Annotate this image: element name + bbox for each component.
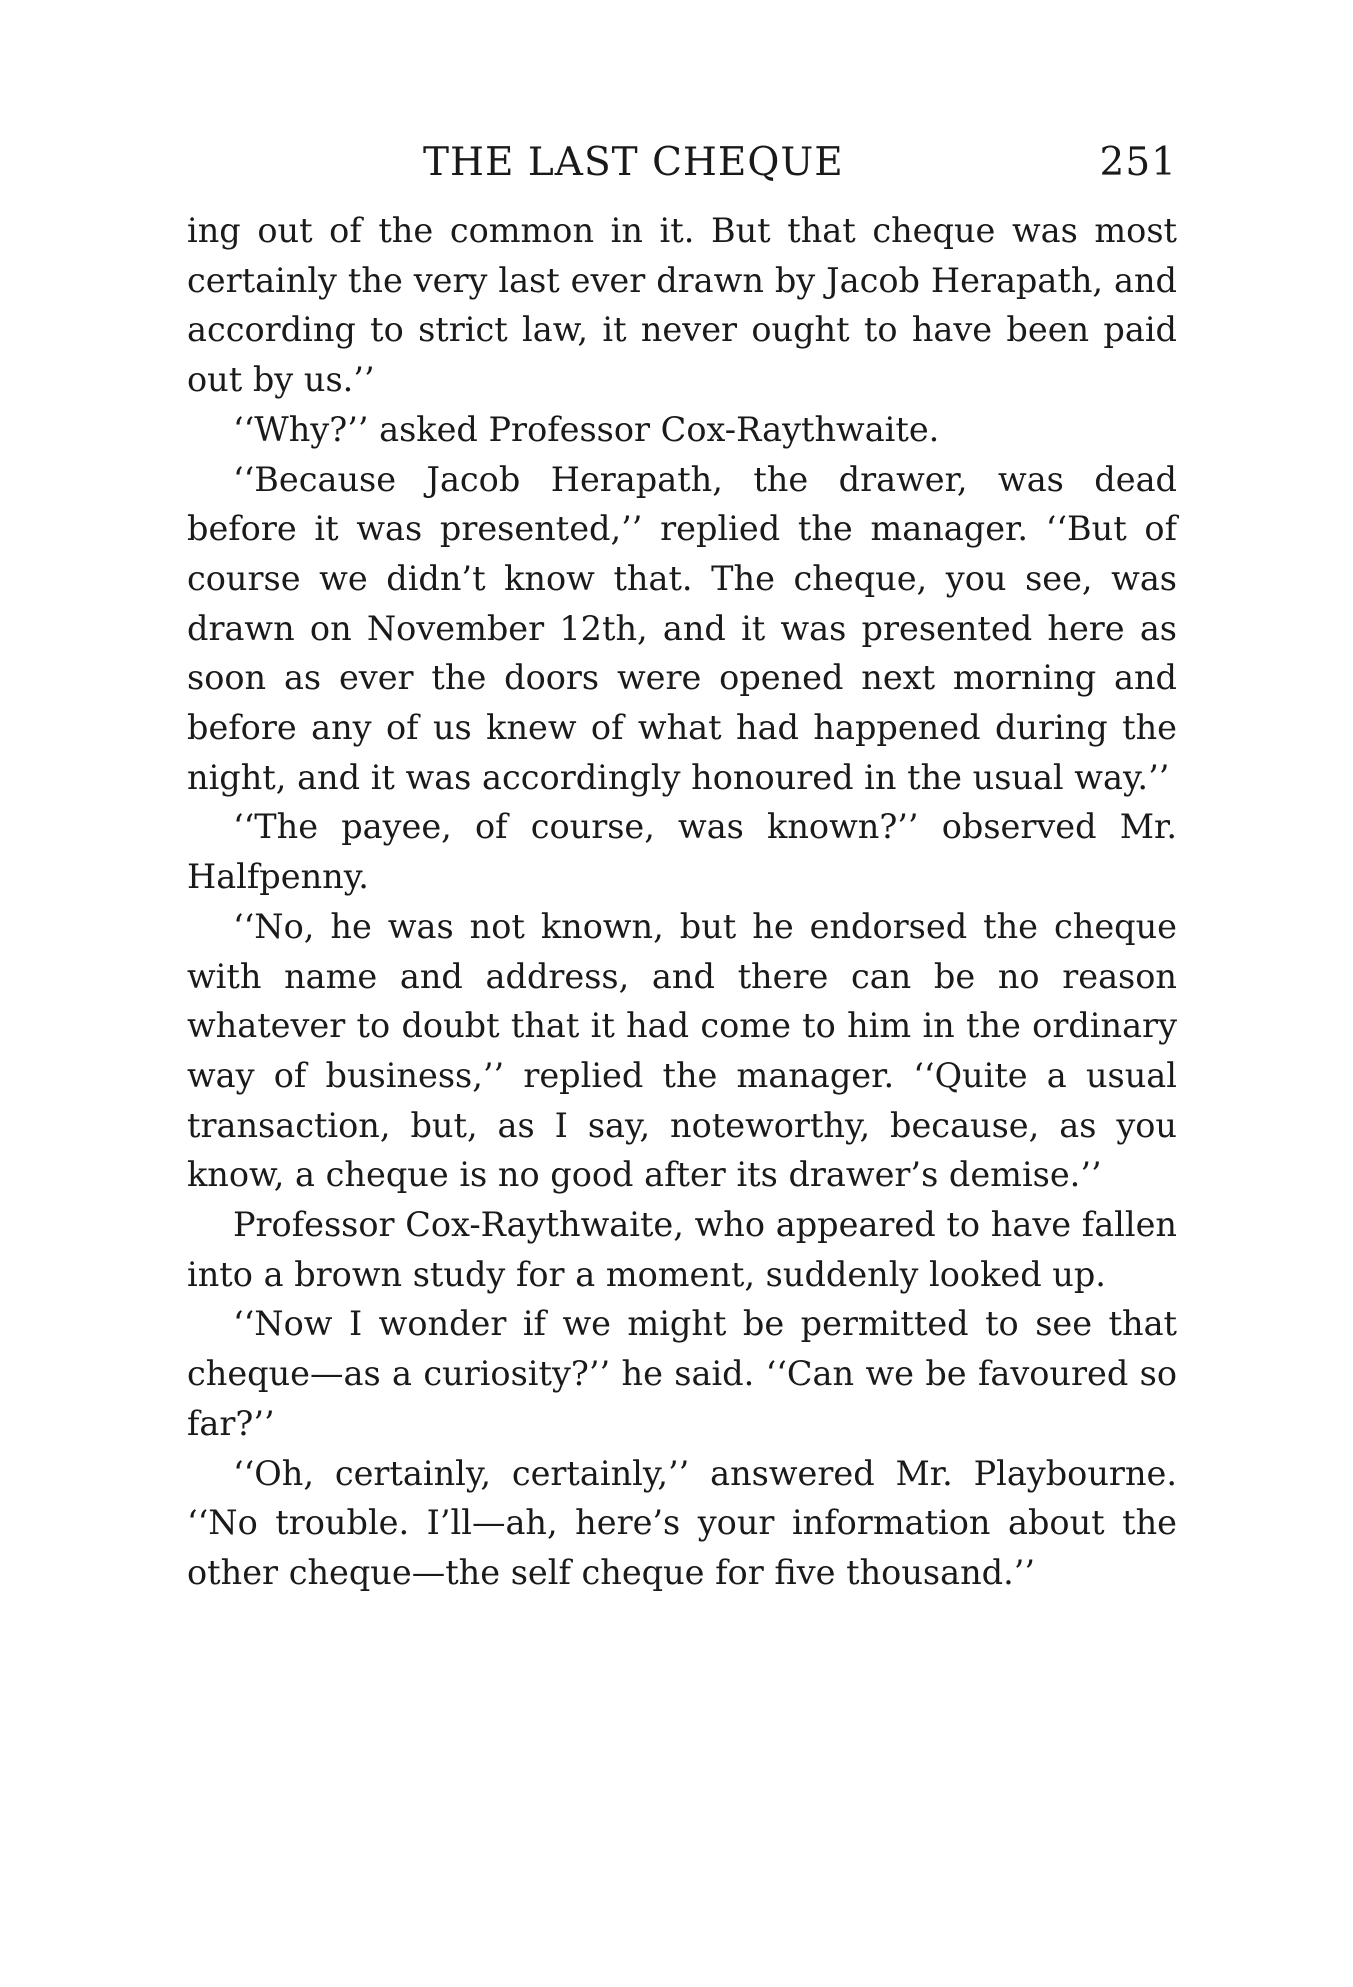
paragraph: ‘‘The payee, of course, was known?’’ observed Mr. Halfpenny. bbox=[187, 807, 1177, 897]
paragraph: ‘‘Oh, certainly, certainly,’’ answered Mr. Playbourne. ‘‘No trouble. I’ll—ah, here’s your information about the other cheque—the self cheque for five thousand.’’ bbox=[187, 1453, 1177, 1592]
running-title: THE LAST CHEQUE bbox=[423, 140, 844, 185]
paragraph-continued: ing out of the common in it. But that cheque was most certainly the very last ever drawn by Jacob Herapath, and according to strict law, it never ought to have been paid out by us.’’ bbox=[187, 211, 1177, 400]
body-text bbox=[187, 206, 1177, 1598]
paragraph: Professor Cox-Raythwaite, who appeared to have fallen into a brown study for a moment, suddenly looked up. bbox=[187, 1205, 1177, 1294]
paragraph: ‘‘No, he was not known, but he endorsed the cheque with name and address, and there can be no reason whatever to doubt that it had come to him in the ordinary way of business,’’ replied the manager. ‘‘Quite a usual transaction, but, as I say, noteworthy, because, as you know, a cheque is no good after its drawer’s demise.’’ bbox=[187, 906, 1177, 1195]
running-head bbox=[187, 140, 1177, 202]
page-number: 251 bbox=[1099, 140, 1177, 185]
book-page bbox=[187, 140, 1177, 1598]
paragraph: ‘‘Because Jacob Herapath, the drawer, was dead before it was presented,’’ replied the manager. ‘‘But of course we didn’t know that. The cheque, you see, was drawn on November 12th, and it was presented here as soon as ever the doors were opened next morning and before any of us knew of what had happened during the night, and it was accordingly honoured in the usual way.’’ bbox=[187, 459, 1177, 797]
paragraph: ‘‘Why?’’ asked Professor Cox-Raythwaite. bbox=[233, 409, 940, 449]
paragraph: ‘‘Now I wonder if we might be permitted to see that cheque—as a curiosity?’’ he said. ‘‘Can we be favoured so far?’’ bbox=[187, 1304, 1177, 1443]
